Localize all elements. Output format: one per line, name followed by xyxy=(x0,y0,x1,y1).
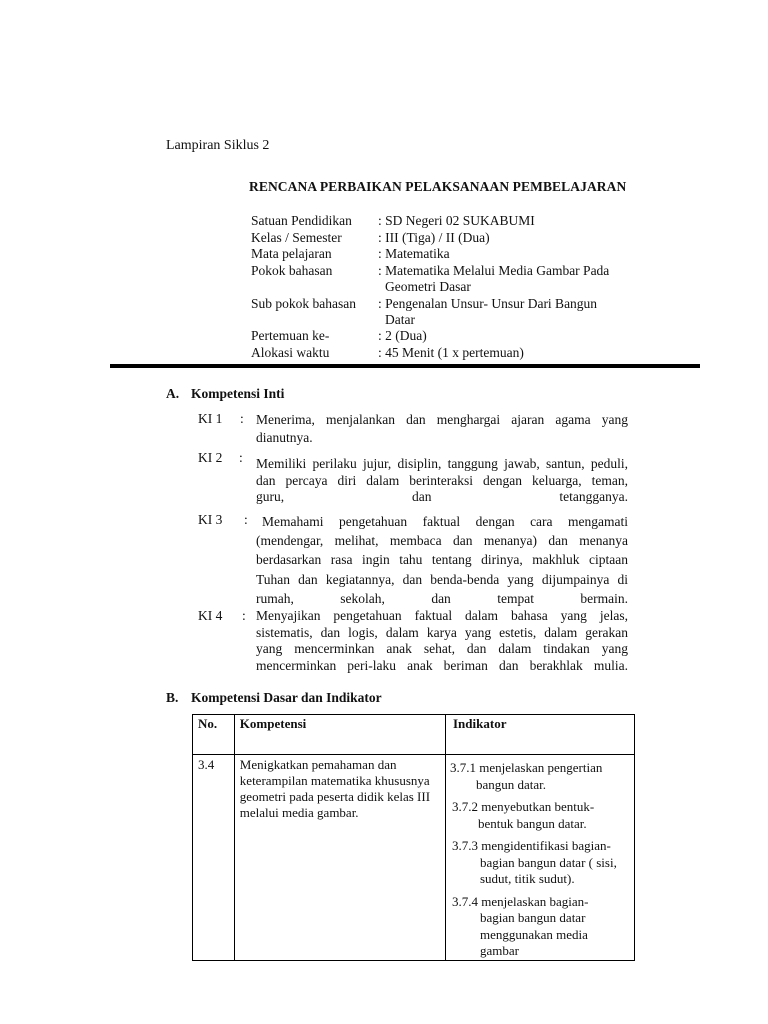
section-a-heading xyxy=(166,386,284,402)
meta-value-pokok: : Matematika Melalui Media Gambar Pada xyxy=(378,263,610,278)
section-b-heading xyxy=(166,690,382,706)
ki-1-line-2: dianutnya. xyxy=(256,430,313,445)
meta-value-alokasi: : 45 Menit (1 x pertemuan) xyxy=(378,345,524,360)
ki-2-text xyxy=(256,456,628,506)
indikator-item-text: 3.7.3 mengidentifikasi bagian- xyxy=(452,838,611,853)
indikator-item xyxy=(446,894,630,960)
ki-3-line-1: Memahami pengetahuan faktual dengan cara mengamati xyxy=(262,514,628,529)
lampiran-label: Lampiran Siklus 2 xyxy=(166,138,270,153)
meta-label-mapel: Mata pelajaran xyxy=(251,246,332,261)
ki-1-line-1: Menerima, menjalankan dan menghargai ajaran agama yang xyxy=(256,412,628,427)
cell-kompetensi: Menigkatkan pemahaman dan keterampilan matematika khususnya geometri pada peserta didik kelas III melalui media gambar. xyxy=(234,755,445,961)
ki-3-colon: : xyxy=(244,512,248,527)
ki-4-line-2: sistematis, dan logis, dalam karya yang estetis, dalam gerakan xyxy=(256,624,628,640)
ki-4-colon: : xyxy=(242,608,246,623)
kompetensi-table xyxy=(192,714,635,961)
col-header-indikator: Indikator xyxy=(446,715,635,755)
ki-4-line-1: Menyajikan pengetahuan faktual dalam bahasa yang jelas, xyxy=(256,608,628,623)
ki-2-label: KI 2 xyxy=(198,450,223,465)
table-row xyxy=(193,755,635,961)
indikator-item-text: 3.7.4 menjelaskan bagian- xyxy=(452,893,589,909)
ki-1-colon: : xyxy=(240,411,244,426)
meta-label-pokok: Pokok bahasan xyxy=(251,263,333,278)
ki-3-line-3: berdasarkan rasa ingin tahu tentang dirinya, makhluk ciptaan xyxy=(256,552,628,568)
meta-label-kelas: Kelas / Semester xyxy=(251,230,342,245)
meta-value-pokok-cont: Geometri Dasar xyxy=(385,279,471,294)
indikator-item-cont: bagian bangun datar menggunakan media gambar xyxy=(480,910,588,958)
col-header-no: No. xyxy=(193,715,235,755)
indikator-item-text: 3.7.1 menjelaskan pengertian xyxy=(450,760,603,775)
meta-label-pertemuan: Pertemuan ke- xyxy=(251,328,330,343)
meta-value-kelas: : III (Tiga) / II (Dua) xyxy=(378,230,490,245)
heavy-divider xyxy=(110,364,700,368)
ki-3-label: KI 3 xyxy=(198,512,223,527)
ki-4-line-3: yang mencerminkan anak sehat, dan dalam tindakan yang xyxy=(256,641,628,657)
indikator-item-cont: bagian bangun datar ( sisi, sudut, titik sudut). xyxy=(480,854,617,886)
ki-2-line-1: Memiliki perilaku jujur, disiplin, tanggung jawab, santun, peduli, xyxy=(256,456,628,471)
cell-no: 3.4 xyxy=(193,755,235,961)
section-a-title: Kompetensi Inti xyxy=(191,386,285,401)
ki-1-label: KI 1 xyxy=(198,411,223,426)
meta-label-subpokok: Sub pokok bahasan xyxy=(251,296,356,311)
meta-label-alokasi: Alokasi waktu xyxy=(251,345,330,360)
table-header-row xyxy=(193,715,635,755)
ki-2-line-3: guru, dan tetangganya. xyxy=(256,489,628,504)
ki-3-text-cont xyxy=(256,531,628,609)
indikator-item xyxy=(446,760,630,793)
indikator-item xyxy=(446,838,630,888)
page-title: RENCANA PERBAIKAN PELAKSANAAN PEMBELAJARAN xyxy=(249,179,627,194)
section-b-title: Kompetensi Dasar dan Indikator xyxy=(191,690,382,705)
ki-3-text xyxy=(262,512,628,531)
ki-2-line-2: dan percaya diri dalam berinteraksi dengan keluarga, teman, xyxy=(256,472,628,488)
meta-value-pertemuan: : 2 (Dua) xyxy=(378,328,427,343)
ki-4-label: KI 4 xyxy=(198,608,223,623)
ki-2-colon: : xyxy=(239,450,243,465)
ki-3-line-5: rumah, sekolah, dan tempat bermain. xyxy=(256,591,628,607)
ki-1-text xyxy=(256,411,628,447)
ki-4-text xyxy=(256,608,628,675)
indikator-item-text: 3.7.2 menyebutkan bentuk- xyxy=(452,799,595,814)
meta-value-subpokok-cont: Datar xyxy=(385,312,415,327)
cell-indikator xyxy=(446,755,635,961)
col-header-kompetensi: Kompetensi xyxy=(234,715,445,755)
meta-label-satuan: Satuan Pendidikan xyxy=(251,213,352,228)
indikator-item-cont: bangun datar. xyxy=(476,776,547,792)
indikator-item xyxy=(446,799,630,832)
section-a-letter: A. xyxy=(166,386,180,401)
meta-value-mapel: : Matematika xyxy=(378,246,450,261)
indikator-item-cont: bentuk bangun datar. xyxy=(478,815,587,831)
ki-3-line-4: Tuhan dan kegiatannya, dan benda-benda yang dijumpainya di xyxy=(256,571,628,587)
ki-3-line-2: (mendengar, melihat, membaca dan menanya) dan menanya xyxy=(256,533,628,548)
section-b-letter: B. xyxy=(166,690,179,705)
meta-value-subpokok: : Pengenalan Unsur- Unsur Dari Bangun xyxy=(378,296,598,311)
meta-value-satuan: : SD Negeri 02 SUKABUMI xyxy=(378,213,535,228)
ki-4-line-4: mencerminkan peri-laku anak beriman dan berakhlak mulia. xyxy=(256,658,628,674)
